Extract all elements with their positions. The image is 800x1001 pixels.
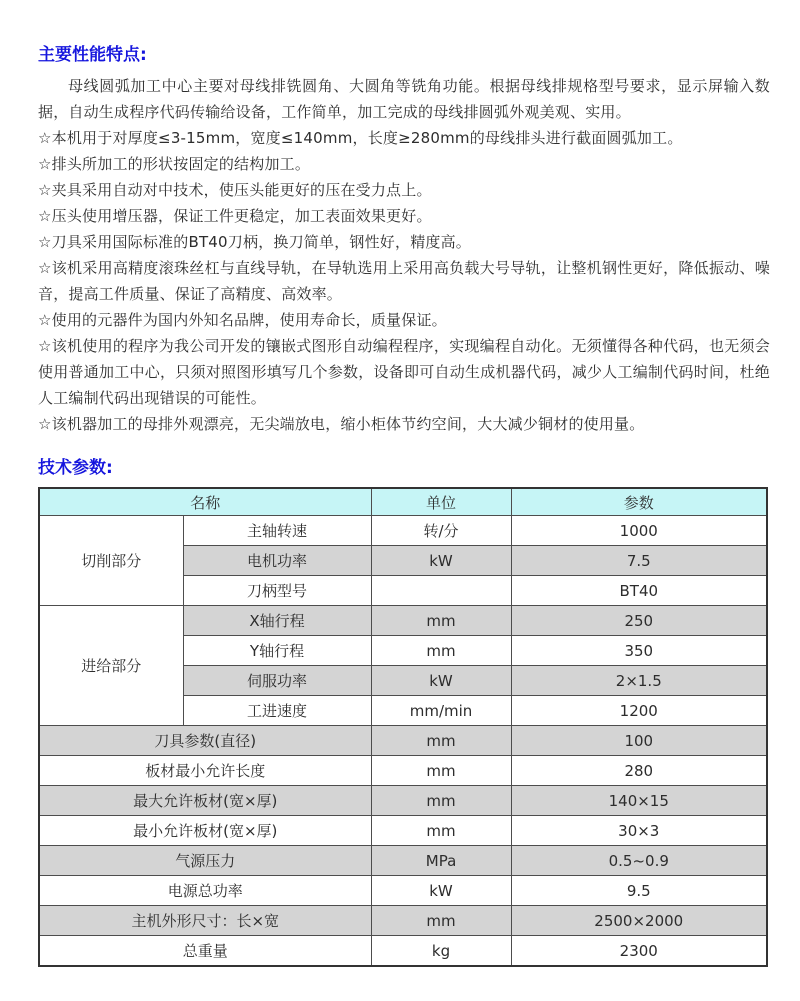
spec-unit-cell: mm [371, 786, 511, 816]
spec-name-cell: Y轴行程 [183, 636, 371, 666]
spec-value-cell: 2300 [511, 936, 767, 967]
spec-row [39, 516, 767, 546]
spec-row [39, 816, 767, 846]
spec-value-cell: 350 [511, 636, 767, 666]
spec-unit-cell: kW [371, 546, 511, 576]
specs-heading: 技术参数: [38, 458, 113, 478]
spec-name-cell: X轴行程 [183, 606, 371, 636]
spec-value-cell: 9.5 [511, 876, 767, 906]
spec-value-cell: 250 [511, 606, 767, 636]
feature-item: ☆该机采用高精度滚珠丝杠与直线导轨，在导轨选用上采用高负载大号导轨，让整机钢性更好，降低振动、噪音，提高工件质量、保证了高精度、高效率。 [38, 259, 770, 303]
feature-item: ☆使用的元器件为国内外知名品牌，使用寿命长，质量保证。 [38, 311, 447, 329]
spec-value-cell: 1200 [511, 696, 767, 726]
spec-unit-cell: mm [371, 606, 511, 636]
spec-row [39, 906, 767, 936]
spec-value-cell: 1000 [511, 516, 767, 546]
spec-unit-cell: mm [371, 636, 511, 666]
spec-name-cell: 最小允许板材(宽×厚) [39, 816, 371, 846]
group-cell-feed: 进给部分 [39, 606, 183, 726]
spec-unit-cell: mm [371, 906, 511, 936]
spec-row [39, 786, 767, 816]
spec-unit-cell: mm [371, 726, 511, 756]
spec-unit-cell: kW [371, 876, 511, 906]
features-heading: 主要性能特点: [38, 45, 147, 65]
spec-unit-cell: mm/min [371, 696, 511, 726]
feature-item: ☆压头使用增压器，保证工件更稳定，加工表面效果更好。 [38, 207, 432, 225]
spec-name-cell: 最大允许板材(宽×厚) [39, 786, 371, 816]
spec-value-cell: 0.5~0.9 [511, 846, 767, 876]
spec-name-cell: 刀具参数(直径) [39, 726, 371, 756]
spec-value-cell: 2×1.5 [511, 666, 767, 696]
spec-value-cell: 7.5 [511, 546, 767, 576]
feature-item: ☆夹具采用自动对中技术，使压头能更好的压在受力点上。 [38, 181, 432, 199]
spec-row [39, 756, 767, 786]
features-section [38, 44, 770, 437]
spec-unit-cell [371, 576, 511, 606]
spec-row [39, 936, 767, 967]
spec-name-cell: 工进速度 [183, 696, 371, 726]
spec-name-cell: 主轴转速 [183, 516, 371, 546]
feature-item: ☆本机用于对厚度≤3-15mm，宽度≤140mm，长度≥280mm的母线排头进行截面圆弧加工。 [38, 129, 683, 147]
col-header-unit: 单位 [371, 488, 511, 516]
feature-item: ☆该机器加工的母排外观漂亮，无尖端放电，缩小柜体节约空间，大大减少铜材的使用量。 [38, 415, 645, 433]
table-header-row [39, 488, 767, 516]
spec-value-cell: 30×3 [511, 816, 767, 846]
col-header-name: 名称 [39, 488, 371, 516]
spec-row [39, 846, 767, 876]
feature-item: ☆该机使用的程序为我公司开发的镶嵌式图形自动编程程序，实现编程自动化。无须懂得各种代码，也无须会使用普通加工中心，只须对照图形填写几个参数，设备即可自动生成机器代码，减少人工编制代码时间，杜绝人工编制代码出现错误的可能性。 [38, 337, 770, 407]
spec-unit-cell: 转/分 [371, 516, 511, 546]
spec-name-cell: 电机功率 [183, 546, 371, 576]
spec-name-cell: 刀柄型号 [183, 576, 371, 606]
specs-section [38, 457, 770, 967]
spec-row [39, 726, 767, 756]
spec-name-cell: 气源压力 [39, 846, 371, 876]
feature-item: ☆排头所加工的形状按固定的结构加工。 [38, 155, 311, 173]
features-body [38, 73, 770, 437]
group-cell-cutting: 切削部分 [39, 516, 183, 606]
spec-value-cell: 100 [511, 726, 767, 756]
spec-name-cell: 电源总功率 [39, 876, 371, 906]
spec-unit-cell: mm [371, 756, 511, 786]
spec-value-cell: 2500×2000 [511, 906, 767, 936]
spec-name-cell: 总重量 [39, 936, 371, 967]
feature-item: ☆刀具采用国际标准的BT40刀柄，换刀简单，钢性好，精度高。 [38, 233, 471, 251]
spec-unit-cell: kW [371, 666, 511, 696]
spec-name-cell: 板材最小允许长度 [39, 756, 371, 786]
features-intro: 母线圆弧加工中心主要对母线排铣圆角、大圆角等铣角功能。根据母线排规格型号要求，显示屏输入数据，自动生成程序代码传输给设备，工作简单，加工完成的母线排圆弧外观美观、实用。 [38, 77, 770, 121]
col-header-param: 参数 [511, 488, 767, 516]
spec-row [39, 876, 767, 906]
spec-row [39, 606, 767, 636]
spec-unit-cell: MPa [371, 846, 511, 876]
spec-unit-cell: kg [371, 936, 511, 967]
spec-unit-cell: mm [371, 816, 511, 846]
spec-value-cell: BT40 [511, 576, 767, 606]
spec-name-cell: 伺服功率 [183, 666, 371, 696]
spec-value-cell: 140×15 [511, 786, 767, 816]
spec-value-cell: 280 [511, 756, 767, 786]
specs-table [38, 487, 768, 967]
spec-name-cell: 主机外形尺寸：长×宽 [39, 906, 371, 936]
